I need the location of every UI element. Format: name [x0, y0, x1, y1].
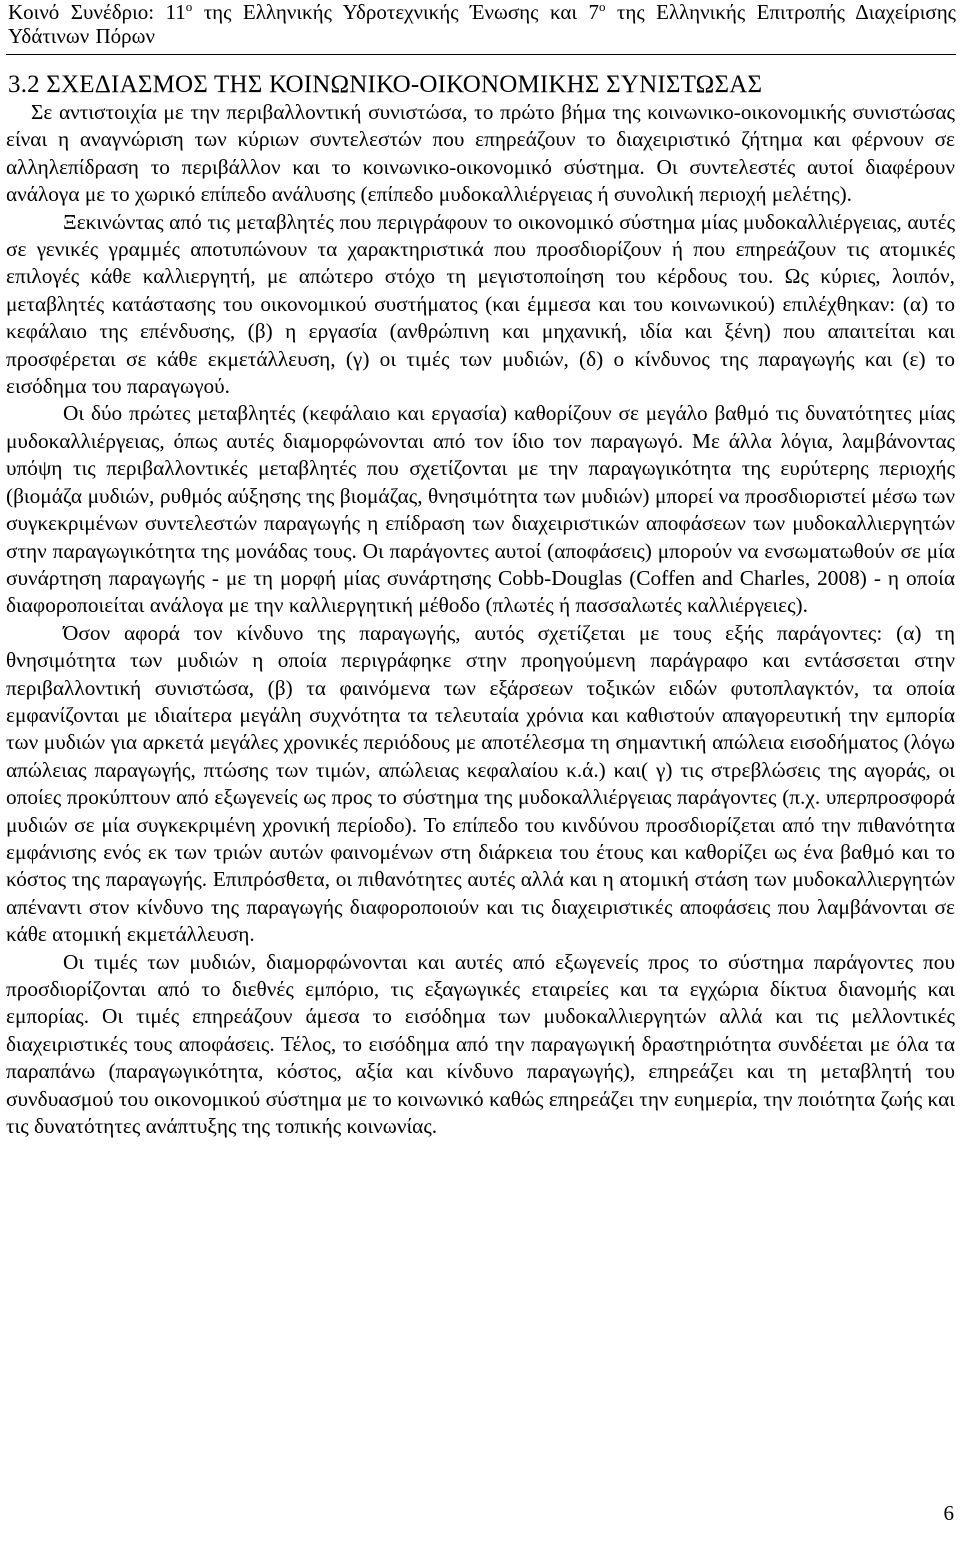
header-divider [6, 54, 956, 55]
section-title: 3.2 ΣΧΕΔΙΑΣΜΟΣ ΤΗΣ ΚΟΙΝΩΝΙΚΟ-ΟΙΚΟΝΟΜΙΚΗΣ ΣΥΝΙΣΤΩΣΑΣ [8, 71, 763, 98]
header-line-2: Υδάτινων Πόρων [8, 24, 155, 48]
paragraph-1: Σε αντιστοιχία με την περιβαλλοντική συνιστώσα, το πρώτο βήμα της κοινωνικο-οικονομικής συνιστώσας είναι η αναγνώριση των κύριων συντελεστών που επηρεάζουν το διαχειριστικό ζήτημα και φέρνουν σε αλληλεπίδραση το περιβάλλον και το κοινωνικο-οικονομικό σύστημα. Οι συντελεστές αυτοί διαφέρουν ανάλογα με το χωρικό επίπεδο ανάλυσης (επίπεδο μυδοκαλλιέργειας ή συνολική περιοχή μελέτης). [6, 100, 955, 207]
body-text [6, 99, 955, 1140]
header-text-part-2: της Ελληνικής Υδροτεχνικής Ένωσης και 7 [192, 0, 599, 24]
header-text-part-1: Κοινό Συνέδριο: 11 [8, 0, 186, 24]
header-superscript-1: ο [185, 0, 193, 14]
paragraph-3: Οι δύο πρώτες μεταβλητές (κεφάλαιο και εργασία) καθορίζουν σε μεγάλο βαθμό τις δυνατότητες μίας μυδοκαλλιέργειας, όπως αυτές διαμορφώνονται από τον ίδιο τον παραγωγό. Με άλλα λόγια, λαμβάνοντας υπόψη τις περιβαλλοντικές μεταβλητές που σχετίζονται με την παραγωγικότητα της ευρύτερης περιοχής (βιομάζα μυδιών, ρυθμός αύξησης της βιομάζας, θνησιμότητα των μυδιών) μπορεί να προσδιοριστεί μέσω των συγκεκριμένων συντελεστών παραγωγής η επίδραση των διαχειριστικών αποφάσεων των μυδοκαλλιεργητών στην παραγωγικότητα της μονάδας τους. Οι παράγοντες αυτοί (αποφάσεις) μπορούν να ενσωματωθούν σε μία συνάρτηση παραγωγής - με τη μορφή μίας συνάρτησης Cobb-Douglas (Coffen and Charles, 2008) - η οποία διαφοροποιείται ανάλογα με την καλλιεργητική μέθοδο (πλωτές ή πασσαλωτές καλλιέργειες). [6, 401, 955, 618]
header-superscript-2: ο [598, 0, 606, 14]
paragraph-5: Οι τιμές των μυδιών, διαμορφώνονται και αυτές από εξωγενείς προς το σύστημα παράγοντες που προσδιορίζονται από το διεθνές εμπόριο, τις εξαγωγικές εταιρείες και τα εγχώρια δίκτυα διανομής και εμπορίας. Οι τιμές επηρεάζουν άμεσα το εισόδημα των μυδοκαλλιεργητών αλλά και τις μελλοντικές διαχειριστικές τους αποφάσεις. Τέλος, το εισόδημα από την παραγωγική δραστηριότητα συνδέεται με όλα τα παραπάνω (παραγωγικότητα, κόστος, αξία και κίνδυνο παραγωγής), επηρεάζει και τη μεταβλητή του συνδυασμού του οικονομικού σύστημα με το κοινωνικό καθώς επηρεάζει την ευημερία, την ποιότητα ζωής και τις δυνατότητες ανάπτυξης της τοπικής κοινωνίας. [6, 949, 955, 1139]
header-text-part-3: της Ελληνικής Επιτροπής Διαχείρισης [605, 0, 956, 24]
page-number: 6 [943, 1501, 954, 1525]
header-line-1 [8, 0, 956, 24]
running-header [8, 0, 956, 48]
paragraph-4: Όσον αφορά τον κίνδυνο της παραγωγής, αυτός σχετίζεται με τους εξής παράγοντες: (α) τη θνησιμότητα των μυδιών η οποία περιγράφηκε στην προηγούμενη παράγραφο και εντάσσεται στην περιβαλλοντική συνιστώσα, (β) τα φαινόμενα των εξάρσεων τοξικών ειδών φυτοπλαγκτόν, τα οποία εμφανίζονται με ιδιαίτερα μεγάλη συχνότητα τα τελευταία χρόνια και καθιστούν απαγορευτική την εμπορία των μυδιών για αρκετά μεγάλες χρονικές περιόδους με αποτέλεσμα τη σημαντική απώλεια εισοδήματος (λόγω απώλειας παραγωγής, πτώσης των τιμών, απώλειας κεφαλαίου κ.ά.) και( γ) τις στρεβλώσεις της αγοράς, οι οποίες προκύπτουν από εξωγενείς ως προς το σύστημα της μυδοκαλλιέργειας παράγοντες (π.χ. υπερπροσφορά μυδιών σε μία συγκεκριμένη χρονική περίοδο). Το επίπεδο του κινδύνου προσδιορίζεται από την πιθανότητα εμφάνισης ενός εκ των τριών αυτών φαινομένων στη διάρκεια του έτους και καθορίζει ως ένα βαθμό και το κόστος της παραγωγής. Επιπρόσθετα, οι πιθανότητες αυτές αλλά και η ατομική στάση των μυδοκαλλιεργητών απέναντι στον κίνδυνο της παραγωγής διαφοροποιούν και τις διαχειριστικές αποφάσεις που λαμβάνονται σε κάθε ατομική εκμετάλλευση. [6, 620, 955, 947]
paragraph-2: Ξεκινώντας από τις μεταβλητές που περιγράφουν το οικονομικό σύστημα μίας μυδοκαλλιέργειας, αυτές σε γενικές γραμμές αποτυπώνουν τα χαρακτηριστικά που προσδιορίζουν ή που επηρεάζουν τις ατομικές επιλογές κάθε καλλιεργητή, με απώτερο στόχο τη μεγιστοποίηση του κέρδους του. Ως κύριες, λοιπόν, μεταβλητές κατάστασης του οικονομικού συστήματος (και έμμεσα και του κοινωνικού) επιλέχθηκαν: (α) το κεφάλαιο της επένδυσης, (β) η εργασία (ανθρώπινη και μηχανική, ιδία και ξένη) που απαιτείται και προσφέρεται σε κάθε εκμετάλλευση, (γ) οι τιμές των μυδιών, (δ) ο κίνδυνος της παραγωγής και (ε) το εισόδημα του παραγωγού. [6, 209, 955, 399]
